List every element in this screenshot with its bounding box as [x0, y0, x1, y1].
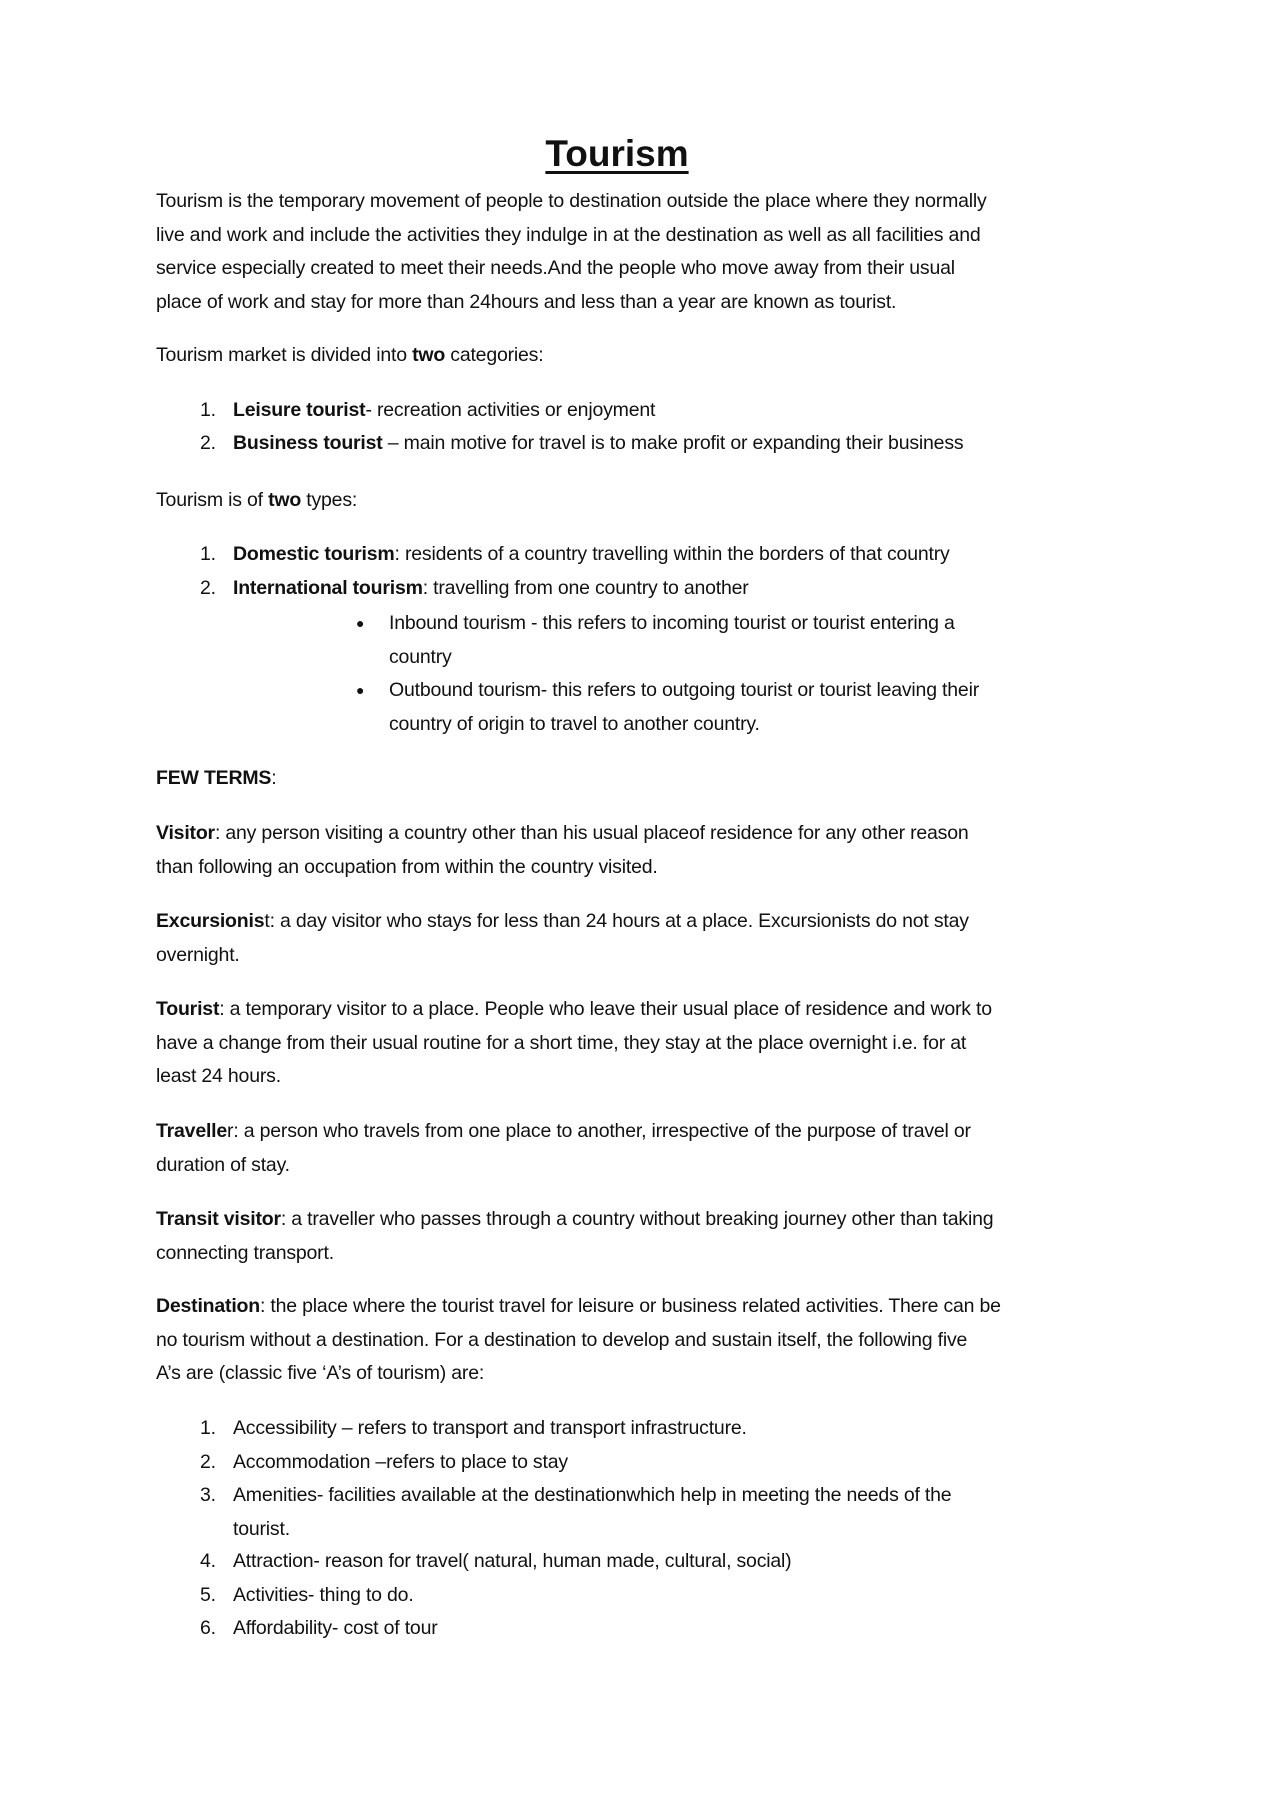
text-line	[156, 1027, 992, 1061]
text-run: least 24 hours.	[156, 1065, 281, 1087]
text-run: duration of stay.	[156, 1153, 290, 1176]
text-line	[156, 339, 543, 373]
paragraph	[156, 1115, 971, 1182]
list-number: 5.	[200, 1584, 216, 1606]
bold-term: two	[412, 344, 446, 366]
text-line	[233, 1446, 568, 1480]
list-number: 2.	[200, 432, 216, 454]
text-run: Accommodation –refers to place to stay	[233, 1451, 568, 1473]
text-line	[233, 1412, 747, 1446]
text-run: r: a person who travels from one place to another, irrespective of the purpose of travel or	[227, 1120, 971, 1142]
list-number: 1.	[200, 399, 216, 421]
text-line	[156, 1237, 993, 1271]
text-line	[156, 1290, 1001, 1324]
paragraph	[156, 762, 276, 796]
text-run: types:	[301, 489, 358, 511]
text-line	[156, 185, 987, 219]
text-line	[156, 817, 969, 851]
bold-term: Business tourist	[233, 432, 383, 454]
text-run: categories:	[445, 344, 544, 366]
numbered-list-item	[200, 394, 656, 428]
text-run: Activities- thing to do.	[233, 1584, 414, 1606]
page-title: Tourism	[545, 132, 689, 174]
text-run: than following an occupation from within the country visited.	[156, 855, 658, 878]
text-run: Outbound tourism- this refers to outgoing tourist or tourist leaving their	[389, 679, 979, 701]
text-line	[233, 1612, 438, 1646]
text-run: Amenities- facilities available at the destinationwhich help in meeting the needs of the	[233, 1484, 952, 1506]
bold-term: FEW TERMS	[156, 767, 272, 789]
text-run: connecting transport.	[156, 1241, 334, 1264]
text-line	[233, 572, 749, 606]
bullet-list-item	[356, 674, 979, 741]
text-run: service especially created to meet their needs.And the people who move away from their usual	[156, 257, 955, 279]
bullet-list-item	[356, 607, 955, 674]
text-line	[389, 641, 955, 675]
text-run: : any person visiting a country other than his usual placeof residence for any other reason	[214, 822, 969, 844]
text-line	[156, 762, 276, 796]
bold-term: Destination	[156, 1295, 260, 1317]
numbered-list-item	[200, 1545, 792, 1579]
list-number: 2.	[200, 577, 216, 599]
text-run: Tourism is of	[156, 489, 269, 511]
text-line	[233, 394, 655, 428]
text-run: Tourism is the temporary movement of people to destination outside the place where they normally	[156, 190, 987, 212]
paragraph	[156, 185, 987, 319]
list-number: 1.	[200, 1417, 216, 1439]
text-run: : residents of a country travelling within the borders of that country	[394, 543, 950, 565]
list-number: 1.	[200, 543, 216, 565]
text-run: Affordability- cost of tour	[233, 1617, 438, 1639]
text-run: have a change from their usual routine for a short time, they stay at the place overnight i.e. for at	[156, 1031, 967, 1054]
numbered-list-item	[200, 1412, 747, 1446]
text-run: no tourism without a destination. For a destination to develop and sustain itself, the following five	[156, 1328, 968, 1351]
numbered-list-item	[200, 1479, 952, 1546]
paragraph	[156, 484, 357, 518]
paragraph	[156, 1290, 1001, 1391]
list-number: 2.	[200, 1451, 216, 1473]
text-line	[156, 1060, 992, 1094]
text-run: : the place where the tourist travel for leisure or business related activities. There can be	[259, 1295, 1001, 1317]
text-run: A’s are (classic five ‘A’s of tourism) are:	[156, 1362, 485, 1384]
text-line	[389, 607, 955, 641]
paragraph	[156, 339, 543, 373]
text-run: live and work and include the activities they indulge in at the destination as well as all facilities and	[156, 223, 981, 246]
text-run: country	[389, 645, 452, 668]
list-number: 4.	[200, 1550, 216, 1572]
text-line	[156, 1203, 993, 1237]
bold-term: Transit visitor	[156, 1208, 281, 1230]
list-number: 6.	[200, 1617, 216, 1639]
numbered-list-item	[200, 572, 749, 606]
text-run: t: a day visitor who stays for less than 24 hours at a place. Excursionists do not stay	[264, 910, 969, 932]
text-run: overnight.	[156, 943, 240, 966]
list-number: 3.	[200, 1484, 216, 1506]
paragraph	[156, 1203, 993, 1270]
text-run: : travelling from one country to another	[422, 577, 749, 599]
bullet-icon: ●	[356, 615, 365, 631]
text-line	[156, 851, 969, 885]
text-line	[156, 1357, 1001, 1391]
bold-term: Domestic tourism	[233, 543, 395, 565]
text-run: place of work and stay for more than 24hours and less than a year are known as tourist.	[156, 290, 897, 313]
text-run: Inbound tourism - this refers to incoming tourist or tourist entering a	[389, 612, 955, 634]
text-line	[156, 219, 987, 253]
text-line	[156, 1149, 971, 1183]
numbered-list-item	[200, 538, 950, 572]
text-line	[233, 1579, 414, 1613]
text-line	[156, 905, 969, 939]
paragraph	[156, 905, 969, 972]
text-run: – main motive for travel is to make profit or expanding their business	[382, 432, 964, 454]
bold-term: Travelle	[156, 1120, 228, 1142]
text-line	[389, 708, 979, 742]
text-run: country of origin to travel to another country.	[389, 712, 760, 735]
numbered-list-item	[200, 1579, 414, 1613]
bold-term: International tourism	[233, 577, 423, 599]
text-line	[233, 1513, 951, 1547]
text-run: :	[271, 767, 277, 789]
text-run: Attraction- reason for travel( natural, human made, cultural, social)	[233, 1550, 792, 1572]
bold-term: Visitor	[156, 822, 215, 844]
text-line	[156, 484, 357, 518]
numbered-list-item	[200, 427, 964, 461]
numbered-list-item	[200, 1446, 568, 1480]
text-line	[156, 1324, 1001, 1358]
text-run: : a temporary visitor to a place. People who leave their usual place of residence and work to	[219, 998, 992, 1020]
text-run: Tourism market is divided into	[156, 344, 413, 366]
text-run: Accessibility – refers to transport and transport infrastructure.	[233, 1417, 747, 1439]
bold-term: two	[268, 489, 302, 511]
text-line	[233, 427, 963, 461]
numbered-list-item	[200, 1612, 438, 1646]
bold-term: Tourist	[156, 998, 220, 1020]
text-run: : a traveller who passes through a country without breaking journey other than taking	[280, 1208, 994, 1230]
paragraph	[156, 817, 969, 884]
text-line	[156, 286, 987, 320]
text-line	[233, 538, 950, 572]
text-line	[389, 674, 979, 708]
text-line	[233, 1479, 951, 1513]
text-line	[156, 993, 992, 1027]
bold-term: Leisure tourist	[233, 399, 366, 421]
bold-term: Excursionis	[156, 910, 265, 932]
paragraph	[156, 993, 992, 1094]
text-line	[156, 939, 969, 973]
text-line	[233, 1545, 791, 1579]
text-line	[156, 1115, 971, 1149]
text-run: tourist.	[233, 1517, 290, 1540]
text-run: - recreation activities or enjoyment	[365, 399, 656, 421]
bullet-icon: ●	[356, 682, 365, 698]
text-line	[156, 252, 987, 286]
